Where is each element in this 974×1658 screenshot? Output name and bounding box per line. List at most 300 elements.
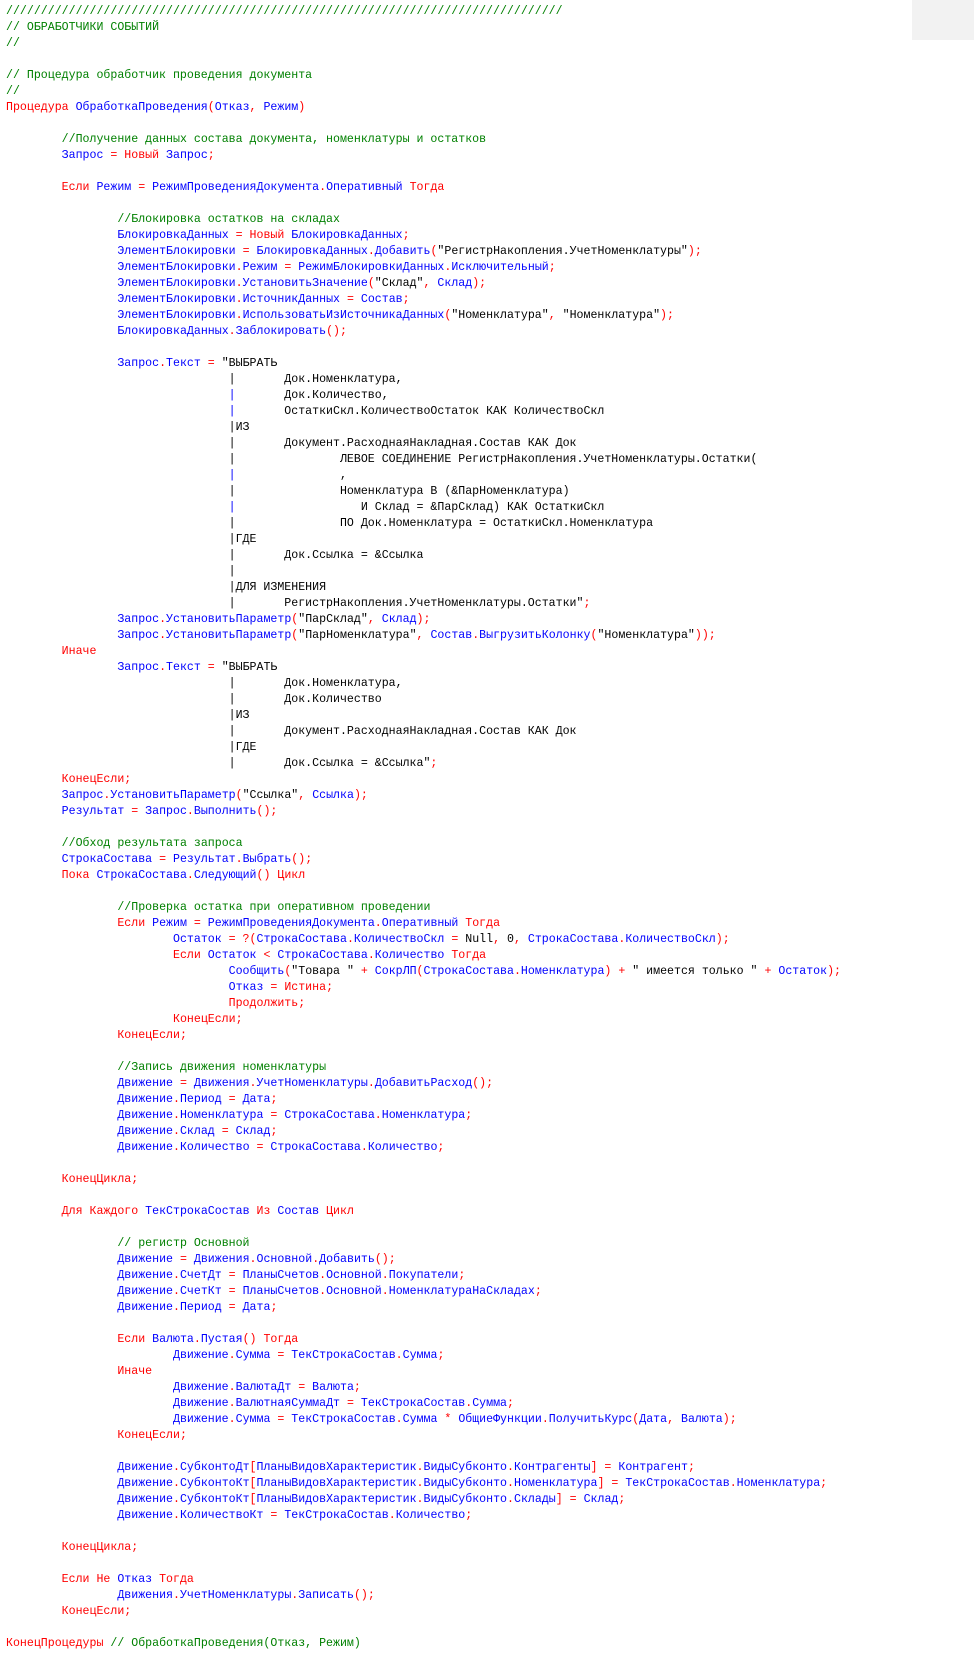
code-token bbox=[6, 469, 229, 482]
code-token: КонецЦикла bbox=[61, 1173, 132, 1186]
code-token: = bbox=[124, 805, 146, 818]
code-token: Движение bbox=[172, 1413, 229, 1426]
code-token: Движение bbox=[117, 1461, 173, 1474]
code-token: . bbox=[416, 1477, 424, 1490]
code-token bbox=[6, 693, 229, 706]
code-token bbox=[6, 773, 62, 786]
code-token: = ?( bbox=[221, 933, 257, 946]
code-line bbox=[6, 804, 972, 820]
code-token bbox=[6, 837, 62, 850]
code-line bbox=[6, 1316, 972, 1332]
code-token: Иначе bbox=[117, 1365, 153, 1378]
code-token: ; bbox=[465, 1509, 473, 1522]
code-token: = bbox=[221, 1301, 243, 1314]
code-line bbox=[6, 964, 972, 980]
code-token: ЭлементБлокировки bbox=[117, 293, 236, 306]
code-token: Движение bbox=[172, 1381, 229, 1394]
code-token: Режим bbox=[242, 261, 278, 274]
code-line bbox=[6, 1460, 972, 1476]
code-token: . bbox=[388, 1509, 396, 1522]
code-token: Количество bbox=[179, 1141, 250, 1154]
code-token: = bbox=[263, 981, 285, 994]
code-token bbox=[6, 1333, 117, 1346]
code-token bbox=[6, 901, 117, 914]
code-token: Режим bbox=[263, 101, 299, 114]
code-token: ИсточникДанных bbox=[242, 293, 340, 306]
code-token: . bbox=[444, 261, 452, 274]
code-token: Запрос bbox=[145, 805, 187, 818]
code-line bbox=[6, 1252, 972, 1268]
code-token: Новый bbox=[249, 229, 292, 242]
code-token: , bbox=[493, 933, 507, 946]
code-token: ОбщиеФункции bbox=[458, 1413, 542, 1426]
code-token: Пока bbox=[61, 869, 97, 882]
code-token: . bbox=[507, 1477, 514, 1490]
code-token: Режим bbox=[96, 181, 132, 194]
code-line bbox=[6, 1108, 972, 1124]
code-token: |ИЗ bbox=[228, 421, 250, 434]
code-line bbox=[6, 84, 972, 100]
code-token: КонецПроцедуры bbox=[6, 1637, 111, 1650]
code-editor[interactable] bbox=[6, 4, 972, 1652]
code-token: СтрокаСостава bbox=[284, 1109, 375, 1122]
code-token bbox=[6, 629, 117, 642]
code-token: УстановитьЗначение bbox=[242, 277, 368, 290]
code-line bbox=[6, 36, 972, 52]
code-token: , bbox=[235, 469, 347, 482]
code-token: ( bbox=[284, 965, 292, 978]
code-line bbox=[6, 420, 972, 436]
code-line bbox=[6, 884, 972, 900]
code-token bbox=[6, 1093, 117, 1106]
code-line bbox=[6, 356, 972, 372]
code-token: , bbox=[416, 629, 431, 642]
code-token: СубконтоКт bbox=[179, 1477, 250, 1490]
code-token: Остаток bbox=[172, 933, 222, 946]
code-token: ( bbox=[590, 629, 598, 642]
code-token bbox=[6, 405, 229, 418]
code-token: СтрокаСостава bbox=[277, 949, 368, 962]
code-token: . bbox=[193, 1333, 201, 1346]
code-token bbox=[6, 1237, 117, 1250]
code-token: Выполнить bbox=[193, 805, 257, 818]
code-token: . bbox=[395, 1349, 403, 1362]
code-token bbox=[6, 1381, 173, 1394]
code-token: . bbox=[465, 1397, 473, 1410]
code-token: |ДЛЯ ИЗМЕНЕНИЯ bbox=[228, 581, 327, 594]
code-token: СчетДт bbox=[179, 1269, 222, 1282]
code-token bbox=[6, 1541, 62, 1554]
code-token bbox=[6, 389, 229, 402]
code-token: Запрос bbox=[61, 149, 104, 162]
code-token: [ bbox=[249, 1477, 257, 1490]
code-token: Следующий bbox=[193, 869, 257, 882]
code-token: Новый bbox=[124, 149, 167, 162]
code-token: . bbox=[173, 1461, 180, 1474]
code-token: | bbox=[228, 405, 236, 418]
code-token: "ВЫБРАТЬ bbox=[221, 661, 278, 674]
code-token: Номенклатура bbox=[513, 1477, 598, 1490]
code-token: () bbox=[242, 1333, 264, 1346]
code-token: | Док.Номенклатура, bbox=[228, 373, 403, 386]
code-token: Движение bbox=[117, 1477, 173, 1490]
code-token: КонецЕсли bbox=[172, 1013, 236, 1026]
code-token: Движение bbox=[117, 1301, 173, 1314]
code-token: . bbox=[374, 917, 382, 930]
code-token: . bbox=[416, 1493, 424, 1506]
code-token: ; bbox=[507, 1397, 514, 1410]
code-token: ; bbox=[235, 1013, 243, 1026]
code-token: Движения bbox=[193, 1077, 250, 1090]
code-token bbox=[6, 1509, 117, 1522]
code-token bbox=[6, 1061, 117, 1074]
code-line bbox=[6, 596, 972, 612]
code-token: РежимПроведенияДокумента bbox=[152, 181, 320, 194]
code-line bbox=[6, 196, 972, 212]
code-token: . bbox=[173, 1301, 180, 1314]
code-token: Склады bbox=[513, 1493, 556, 1506]
code-token: + bbox=[353, 965, 375, 978]
code-token bbox=[6, 965, 229, 978]
code-token: | bbox=[228, 389, 236, 402]
code-token: = bbox=[221, 1269, 243, 1282]
code-token bbox=[6, 1205, 62, 1218]
code-line bbox=[6, 1380, 972, 1396]
code-token: . bbox=[367, 949, 375, 962]
code-token bbox=[6, 1461, 117, 1474]
code-token: = bbox=[200, 357, 222, 370]
code-token: ] = bbox=[590, 1461, 619, 1474]
code-token: Контрагенты bbox=[513, 1461, 591, 1474]
code-token: БлокировкаДанных bbox=[117, 229, 229, 242]
code-token bbox=[6, 677, 229, 690]
code-line bbox=[6, 756, 972, 772]
code-token: ПланыВидовХарактеристик bbox=[256, 1461, 417, 1474]
code-token: ЭлементБлокировки bbox=[117, 309, 236, 322]
code-line bbox=[6, 52, 972, 68]
code-token: . bbox=[235, 309, 243, 322]
code-token: // ОБРАБОТЧИКИ СОБЫТИЙ bbox=[6, 21, 160, 34]
code-token: . bbox=[416, 1461, 424, 1474]
code-line bbox=[6, 1428, 972, 1444]
code-token: ; bbox=[458, 1269, 466, 1282]
code-token: Добавить bbox=[374, 245, 431, 258]
code-token: ] = bbox=[597, 1477, 626, 1490]
code-token bbox=[6, 1141, 117, 1154]
code-token: . bbox=[618, 933, 626, 946]
code-line bbox=[6, 1332, 972, 1348]
code-token: Дата bbox=[242, 1093, 271, 1106]
code-line bbox=[6, 1188, 972, 1204]
code-token: //Блокировка остатков на складах bbox=[117, 213, 340, 226]
code-token: Оперативный bbox=[381, 917, 459, 930]
code-token: Сумма bbox=[402, 1349, 438, 1362]
code-token: Тогда bbox=[444, 949, 487, 962]
code-token: ТекСтрокаСостав bbox=[625, 1477, 730, 1490]
code-token: КоличествоСкл bbox=[625, 933, 716, 946]
code-token: СтрокаСостава bbox=[96, 869, 187, 882]
code-token: Записать bbox=[298, 1589, 354, 1602]
code-token: [ bbox=[249, 1493, 257, 1506]
code-token bbox=[6, 357, 117, 370]
code-token: ; bbox=[820, 1477, 828, 1490]
code-token: . bbox=[729, 1477, 737, 1490]
code-token: ВидыСубконто bbox=[423, 1493, 508, 1506]
code-token: СтрокаСостава bbox=[270, 1141, 361, 1154]
code-token: Тогда bbox=[263, 1333, 299, 1346]
code-token: Док.Количество, bbox=[235, 389, 389, 402]
code-line bbox=[6, 1476, 972, 1492]
code-token bbox=[6, 1573, 62, 1586]
code-line bbox=[6, 1044, 972, 1060]
code-token: БлокировкаДанных bbox=[256, 245, 368, 258]
code-token: ( bbox=[367, 277, 375, 290]
code-line bbox=[6, 1572, 972, 1588]
code-token: // ОбработкаПроведения(Отказ, Режим) bbox=[110, 1637, 361, 1650]
code-token: //Запись движения номенклатуры bbox=[117, 1061, 327, 1074]
code-token bbox=[6, 933, 173, 946]
code-token: //Проверка остатка при оперативном проведении bbox=[117, 901, 431, 914]
code-line bbox=[6, 1556, 972, 1572]
code-token: . bbox=[228, 1381, 236, 1394]
code-line bbox=[6, 996, 972, 1012]
code-token: . bbox=[249, 1077, 257, 1090]
code-token bbox=[6, 597, 229, 610]
code-token: . bbox=[395, 1413, 403, 1426]
code-token: . bbox=[507, 1461, 514, 1474]
code-token: Валюта bbox=[152, 1333, 194, 1346]
code-line bbox=[6, 212, 972, 228]
code-token: Иначе bbox=[61, 645, 97, 658]
code-token: ( bbox=[430, 245, 438, 258]
code-token: |ГДЕ bbox=[228, 741, 257, 754]
code-token: СтрокаСостава bbox=[256, 933, 347, 946]
code-token: . bbox=[159, 613, 167, 626]
code-token: Движение bbox=[117, 1141, 173, 1154]
code-token: = bbox=[263, 1509, 285, 1522]
code-token: Ссылка bbox=[312, 789, 354, 802]
code-line bbox=[6, 500, 972, 516]
code-token: РежимБлокировкиДанных bbox=[298, 261, 445, 274]
code-token: . bbox=[186, 805, 194, 818]
code-token: | Документ.РасходнаяНакладная.Состав КАК Док bbox=[228, 725, 577, 738]
code-token: ; bbox=[207, 149, 215, 162]
code-token: "Номенклатура" bbox=[597, 629, 695, 642]
code-token: ВалютаДт bbox=[235, 1381, 292, 1394]
code-token: Остаток bbox=[207, 949, 257, 962]
code-line bbox=[6, 116, 972, 132]
code-token: Движение bbox=[117, 1269, 173, 1282]
code-token: (); bbox=[374, 1253, 396, 1266]
code-token bbox=[6, 661, 117, 674]
code-line bbox=[6, 1588, 972, 1604]
code-line bbox=[6, 228, 972, 244]
code-token: ОбработкаПроведения bbox=[75, 101, 208, 114]
code-token: ; bbox=[131, 1173, 139, 1186]
code-token: Движение bbox=[117, 1125, 173, 1138]
code-token: . bbox=[173, 1141, 180, 1154]
code-token: ; bbox=[402, 229, 410, 242]
code-token: ; bbox=[270, 1093, 278, 1106]
code-line bbox=[6, 20, 972, 36]
code-token: // Процедура обработчик проведения документа bbox=[6, 69, 313, 82]
code-token: Движение bbox=[172, 1397, 229, 1410]
code-token: Если bbox=[61, 181, 97, 194]
code-token: ; bbox=[298, 997, 306, 1010]
code-token: Основной bbox=[326, 1269, 382, 1282]
code-token: Для Каждого bbox=[61, 1205, 146, 1218]
code-token: = bbox=[152, 853, 173, 866]
code-token: Оперативный bbox=[326, 181, 403, 194]
code-token: ДобавитьРасход bbox=[374, 1077, 473, 1090]
code-line bbox=[6, 404, 972, 420]
code-token: ПланыВидовХарактеристик bbox=[256, 1493, 417, 1506]
code-token: ПланыСчетов bbox=[242, 1285, 320, 1298]
code-token: ЭлементБлокировки bbox=[117, 245, 236, 258]
code-line bbox=[6, 692, 972, 708]
code-token: ЭлементБлокировки bbox=[117, 261, 236, 274]
code-line bbox=[6, 1348, 972, 1364]
code-token: Запрос bbox=[61, 789, 104, 802]
code-token: ТекСтрокаСостав bbox=[291, 1413, 396, 1426]
code-token bbox=[6, 1365, 117, 1378]
code-token bbox=[6, 853, 62, 866]
code-token: ( bbox=[632, 1413, 640, 1426]
code-token: = bbox=[186, 917, 208, 930]
code-token: ); bbox=[687, 245, 702, 258]
code-token bbox=[6, 325, 117, 338]
code-line bbox=[6, 1092, 972, 1108]
code-token: Цикл bbox=[277, 869, 306, 882]
code-token: = bbox=[103, 149, 125, 162]
code-token bbox=[6, 917, 117, 930]
code-token: Если bbox=[117, 1333, 153, 1346]
code-token: Период bbox=[179, 1093, 222, 1106]
code-token: = bbox=[263, 1109, 285, 1122]
code-token: "Товара " bbox=[291, 965, 354, 978]
code-token: = bbox=[173, 1253, 194, 1266]
code-token: УчетНоменклатуры bbox=[256, 1077, 368, 1090]
code-token: Если bbox=[172, 949, 208, 962]
code-token: УстановитьПараметр bbox=[166, 629, 292, 642]
code-token: | Док.Количество bbox=[228, 693, 382, 706]
code-token: , bbox=[298, 789, 313, 802]
code-token: + bbox=[757, 965, 779, 978]
code-token: СокрЛП bbox=[374, 965, 417, 978]
code-token bbox=[6, 1413, 173, 1426]
code-token: Процедура bbox=[6, 101, 76, 114]
code-token bbox=[6, 1013, 173, 1026]
code-token: = bbox=[249, 1141, 271, 1154]
code-line bbox=[6, 148, 972, 164]
code-line bbox=[6, 1604, 972, 1620]
code-line bbox=[6, 740, 972, 756]
code-token: Тогда bbox=[152, 1573, 194, 1586]
code-token: | bbox=[228, 469, 236, 482]
code-token: Отказ bbox=[214, 101, 250, 114]
code-line bbox=[6, 372, 972, 388]
code-token: Если bbox=[117, 917, 153, 930]
code-token: Продолжить bbox=[228, 997, 299, 1010]
code-token bbox=[6, 981, 229, 994]
code-token: УстановитьПараметр bbox=[166, 613, 292, 626]
code-token: "ПарСклад" bbox=[298, 613, 368, 626]
code-token: ( bbox=[416, 965, 424, 978]
code-token: . bbox=[367, 245, 375, 258]
code-token: // регистр Основной bbox=[117, 1237, 250, 1250]
code-token: . bbox=[346, 933, 354, 946]
code-token: Движение bbox=[117, 1493, 173, 1506]
code-token bbox=[6, 1605, 62, 1618]
code-token: |ИЗ bbox=[228, 709, 250, 722]
code-token bbox=[6, 261, 117, 274]
code-token: ); bbox=[472, 277, 487, 290]
code-token: Сумма bbox=[235, 1413, 271, 1426]
code-line bbox=[6, 548, 972, 564]
code-token: . bbox=[472, 629, 480, 642]
code-token: СтрокаСостава bbox=[423, 965, 514, 978]
code-line bbox=[6, 100, 972, 116]
code-token: Остаток bbox=[778, 965, 828, 978]
code-line bbox=[6, 916, 972, 932]
code-token: Количество bbox=[367, 1141, 438, 1154]
code-token: (); bbox=[326, 325, 347, 338]
code-token: ВалютнаяСуммаДт bbox=[235, 1397, 340, 1410]
code-token: Сообщить bbox=[228, 965, 285, 978]
code-line bbox=[6, 436, 972, 452]
code-token bbox=[6, 181, 62, 194]
code-token: Добавить bbox=[319, 1253, 375, 1266]
code-token: | Номенклатура В (&ПарНоменклатура) bbox=[228, 485, 570, 498]
code-token bbox=[6, 437, 229, 450]
code-token: . bbox=[228, 1413, 236, 1426]
code-token: Движение bbox=[117, 1109, 173, 1122]
code-token: "ВЫБРАТЬ bbox=[221, 357, 278, 370]
code-token: = bbox=[270, 1413, 292, 1426]
code-line bbox=[6, 68, 972, 84]
code-token bbox=[6, 1493, 117, 1506]
code-token: Отказ bbox=[228, 981, 264, 994]
code-token: "Номенклатура" bbox=[451, 309, 549, 322]
code-token: . bbox=[173, 1589, 180, 1602]
code-token: БлокировкаДанных bbox=[291, 229, 403, 242]
code-token: . bbox=[173, 1509, 180, 1522]
code-token: . bbox=[541, 1413, 549, 1426]
code-token: (); bbox=[291, 853, 313, 866]
code-token: "ПарНоменклатура" bbox=[298, 629, 417, 642]
code-token bbox=[6, 293, 117, 306]
code-token: . bbox=[173, 1477, 180, 1490]
code-token: Номенклатура bbox=[736, 1477, 821, 1490]
code-line bbox=[6, 1636, 972, 1652]
code-line bbox=[6, 484, 972, 500]
code-token: = bbox=[173, 1077, 194, 1090]
code-token: . bbox=[249, 1253, 257, 1266]
code-token: , bbox=[667, 1413, 682, 1426]
code-token: = bbox=[444, 933, 466, 946]
code-line bbox=[6, 708, 972, 724]
code-token: . bbox=[235, 853, 243, 866]
code-line bbox=[6, 932, 972, 948]
code-token: | Документ.РасходнаяНакладная.Состав КАК Док bbox=[228, 437, 577, 450]
code-token: ; bbox=[124, 773, 132, 786]
code-token: . bbox=[103, 789, 111, 802]
code-token: Результат bbox=[173, 853, 236, 866]
code-token: . bbox=[319, 181, 327, 194]
code-line bbox=[6, 564, 972, 580]
code-token: ТекСтрокаСостав bbox=[145, 1205, 250, 1218]
code-token: Валюта bbox=[681, 1413, 723, 1426]
